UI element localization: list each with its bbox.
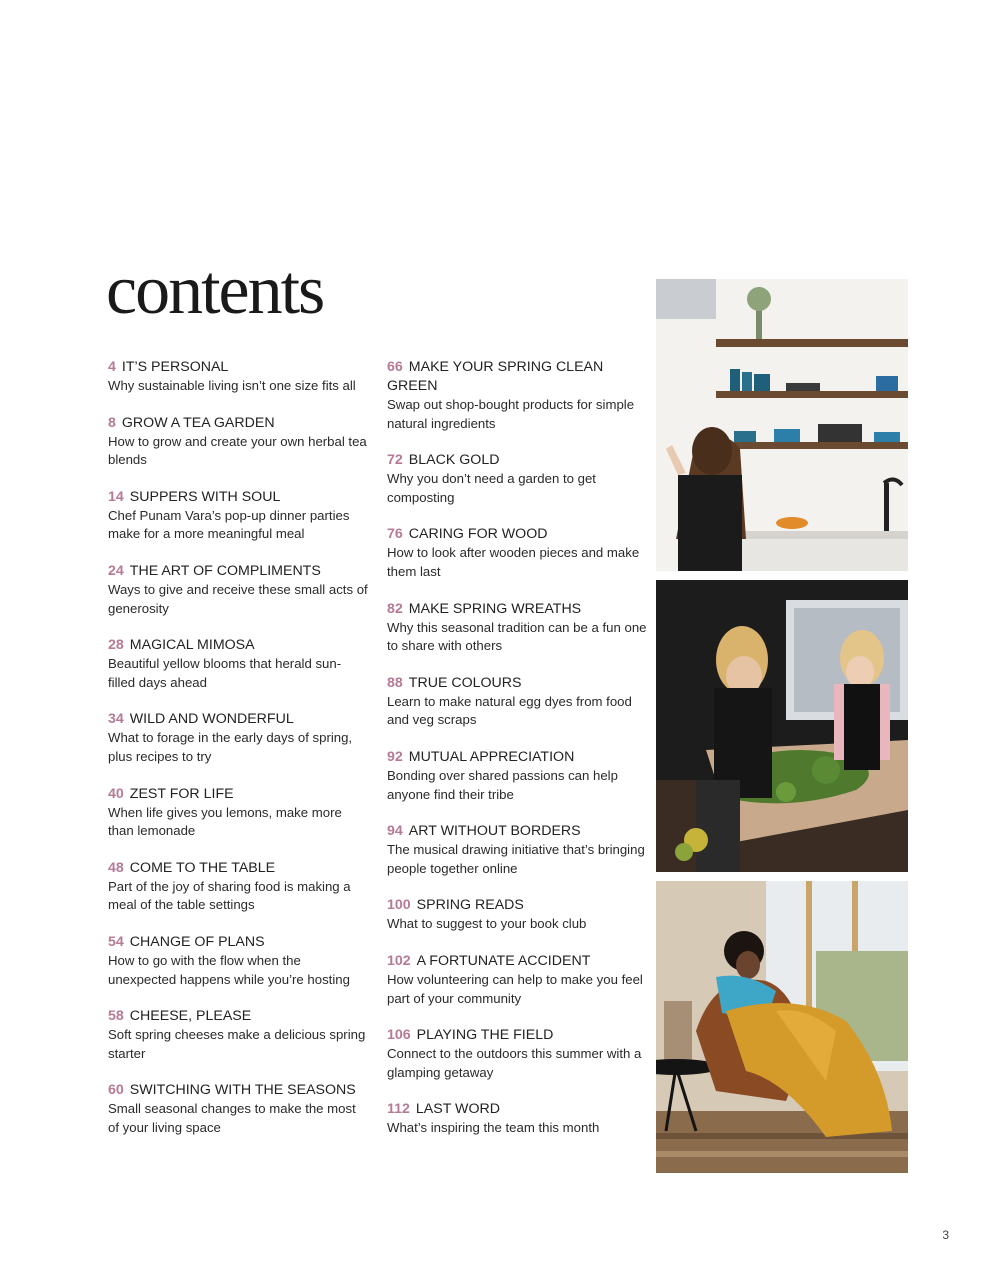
page-ref: 66 [387, 359, 403, 375]
entry-heading: CHEESE, PLEASE [129, 1008, 252, 1025]
page-ref: 24 [108, 562, 124, 579]
entry-heading: IT’S PERSONAL [121, 359, 229, 375]
contents-entry[interactable] [108, 488, 368, 544]
kitchen-illustration [656, 279, 908, 571]
entry-heading: BLACK GOLD [408, 452, 500, 469]
contents-entry[interactable] [108, 636, 368, 692]
page-ref: 8 [108, 414, 116, 431]
page-ref: 40 [108, 785, 124, 802]
entry-description: Connect to the outdoors this summer with a glamping getaway [387, 1046, 642, 1080]
entry-description: Swap out shop-bought products for simple natural ingredients [387, 397, 635, 431]
entry-heading: MUTUAL APPRECIATION [408, 748, 575, 765]
page-ref: 54 [108, 933, 124, 950]
entry-description: Bonding over shared passions can help anyone find their tribe [387, 767, 618, 802]
reading-illustration [656, 881, 908, 1173]
page-ref: 112 [387, 1101, 410, 1118]
contents-entry[interactable] [387, 674, 647, 730]
entry-description: What to suggest to your book club [387, 916, 587, 932]
entry-description: Learn to make natural egg dyes from food and veg scraps [387, 693, 632, 728]
entry-description: Part of the joy of sharing food is making a meal of the table settings [108, 878, 351, 913]
page-ref: 28 [108, 637, 124, 654]
entry-heading: TRUE COLOURS [408, 674, 522, 691]
contents-entry[interactable] [108, 933, 368, 989]
entry-heading: ART WITHOUT BORDERS [408, 823, 581, 840]
page-ref: 60 [108, 1082, 124, 1099]
page-ref: 102 [387, 952, 411, 969]
entry-description: Small seasonal changes to make the most of your living space [108, 1101, 356, 1135]
entry-heading: WILD AND WONDERFUL [129, 711, 294, 728]
page-ref: 92 [387, 748, 403, 765]
contents-entry[interactable] [108, 1081, 368, 1137]
contents-column-right [387, 358, 647, 1156]
contents-entry[interactable] [387, 525, 647, 581]
entry-heading: COME TO THE TABLE [129, 859, 276, 876]
page-ref: 94 [387, 823, 403, 840]
page-ref: 82 [387, 600, 403, 617]
entry-heading: SWITCHING WITH THE SEASONS [129, 1082, 356, 1099]
entry-description: Why sustainable living isn’t one size fits all [108, 378, 356, 393]
page-ref: 76 [387, 526, 403, 543]
contents-entry[interactable] [387, 1100, 647, 1138]
page-ref: 58 [108, 1008, 124, 1025]
page-ref: 106 [387, 1027, 411, 1044]
page-number: 3 [942, 1228, 949, 1242]
contents-entry[interactable] [108, 414, 368, 470]
entry-heading: SPRING READS [416, 897, 524, 914]
kitchen-photo [656, 279, 908, 571]
page-ref: 14 [108, 488, 124, 505]
contents-entry[interactable] [387, 451, 647, 507]
entry-heading: LAST WORD [415, 1101, 500, 1118]
contents-entry[interactable] [108, 710, 368, 766]
entry-description: How to look after wooden pieces and make them last [387, 545, 640, 579]
entry-description: When life gives you lemons, make more than lemonade [108, 804, 342, 839]
contents-entry[interactable] [387, 358, 647, 433]
entry-heading: THE ART OF COMPLIMENTS [129, 562, 321, 579]
entry-heading: CHANGE OF PLANS [129, 933, 265, 950]
entry-description: What’s inspiring the team this month [387, 1120, 600, 1136]
page-ref: 100 [387, 897, 411, 914]
entry-heading: MAKE SPRING WREATHS [408, 600, 582, 617]
entry-description: How to grow and create your own herbal tea blends [108, 433, 367, 468]
page-ref: 72 [387, 452, 403, 469]
entry-heading: CARING FOR WOOD [408, 526, 548, 543]
entry-description: The musical drawing initiative that’s bringing people together online [387, 842, 645, 876]
entry-description: Beautiful yellow blooms that herald sun-filled days ahead [108, 656, 342, 690]
entry-description: Why you don’t need a garden to get composting [387, 471, 596, 505]
wreath-illustration [656, 580, 908, 872]
page-ref: 34 [108, 711, 124, 728]
contents-entry[interactable] [108, 859, 368, 915]
wreath-making-photo [656, 580, 908, 872]
contents-entry[interactable] [387, 896, 647, 934]
entry-description: Soft spring cheeses make a delicious spring starter [108, 1027, 366, 1061]
contents-entry[interactable] [387, 952, 647, 1008]
entry-description: Why this seasonal tradition can be a fun one to share with others [387, 619, 647, 654]
entry-heading: MAKE YOUR SPRING CLEAN GREEN [387, 359, 604, 394]
entry-description: How to go with the flow when the unexpected happens while you’re hosting [108, 952, 350, 987]
page-ref: 4 [108, 359, 116, 375]
entry-description: Chef Punam Vara’s pop-up dinner parties make for a more meaningful meal [108, 507, 350, 542]
entry-heading: A FORTUNATE ACCIDENT [416, 952, 591, 969]
contents-column-left [108, 358, 368, 1155]
entry-heading: PLAYING THE FIELD [416, 1027, 554, 1044]
reading-chair-photo [656, 881, 908, 1173]
contents-entry[interactable] [108, 785, 368, 841]
entry-heading: SUPPERS WITH SOUL [129, 488, 281, 505]
contents-entry[interactable] [108, 562, 368, 618]
page-title: contents [106, 252, 324, 329]
contents-entry[interactable] [387, 1026, 647, 1082]
contents-entry[interactable] [108, 1007, 368, 1063]
entry-description: How volunteering can help to make you feel part of your community [387, 971, 643, 1006]
contents-entry[interactable] [387, 822, 647, 878]
page-ref: 48 [108, 859, 124, 876]
entry-heading: GROW A TEA GARDEN [121, 414, 275, 431]
entry-heading: MAGICAL MIMOSA [129, 637, 255, 654]
contents-entry[interactable] [387, 748, 647, 804]
entry-heading: ZEST FOR LIFE [129, 785, 234, 802]
entry-description: Ways to give and receive these small acts of generosity [108, 581, 368, 616]
contents-entry[interactable] [387, 600, 647, 656]
entry-description: What to forage in the early days of spring, plus recipes to try [108, 730, 353, 764]
contents-entry[interactable] [108, 358, 368, 396]
page-ref: 88 [387, 674, 403, 691]
